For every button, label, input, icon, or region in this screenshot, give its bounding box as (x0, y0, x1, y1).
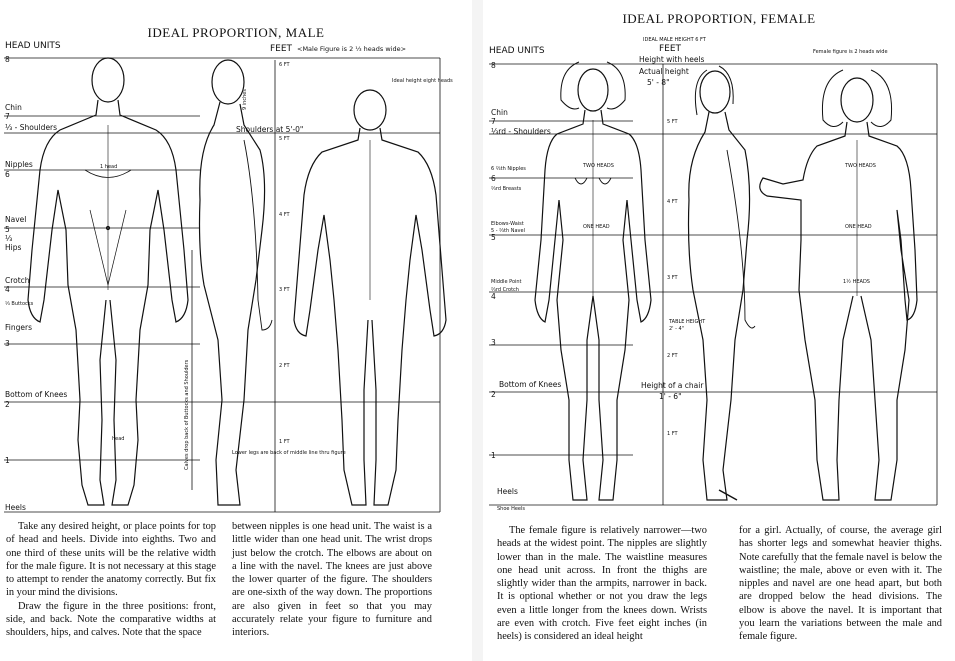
f-label-6: 6 (491, 174, 496, 183)
one-head-label-f: ONE HEAD (583, 224, 610, 230)
male-text-column-2 (232, 520, 432, 640)
male-paragraph-3: between nipples is one head unit. The waist is a little wider than one head unit. The wrist drops just below the crotch. The elbows are about on a line with the navel. The knees are just above the lower quarter of the figure. The shoulders are one-sixth of the way down. The proportions are also given in feet so that you may accurately relate your figure to furniture and interiors. (232, 521, 432, 639)
female-proportion-page (483, 0, 955, 661)
feet-note: <Male Figure is 2 ⅓ heads wide> (297, 45, 407, 53)
label-shoulders: ⅓ - Shoulders (5, 123, 58, 132)
f-label-8: 8 (491, 61, 496, 70)
male-title: IDEAL PROPORTION, MALE (147, 25, 325, 40)
feet-4: 4 FT (279, 212, 290, 218)
female-feet-scale (641, 119, 706, 437)
height-with-heels: Height with heels (639, 55, 705, 64)
head-units-label: HEAD UNITS (5, 41, 61, 51)
head-label: head (112, 436, 125, 442)
female-front-figure (535, 62, 651, 500)
f-feet-1: 1 FT (667, 431, 678, 437)
f-label-crotch: ⅔rd Crotch (491, 287, 519, 293)
f-label-3: 3 (491, 338, 496, 347)
male-text-column-1 (6, 520, 216, 640)
male-paragraph-1: Take any desired height, or place points for top of head and heels. Divide into eighths. Two and one third of these units will be the relative width for the male figure. It is not necessary at this stage to attempt to render the anatomy correctly. But fix in your mind the divisions. (6, 521, 216, 599)
female-text-column-1 (497, 524, 707, 644)
label-3: 3 (5, 339, 10, 348)
f-label-nipples: 6 ⅔th Nipples (491, 166, 526, 172)
feet-6: 6 FT (279, 62, 290, 68)
one-head-back-label: ONE HEAD (845, 224, 872, 230)
lower-legs-label: Lower legs are back of middle line thru figure (232, 450, 346, 456)
label-7: 7 (5, 112, 10, 121)
two-heads-back-label: TWO HEADS (845, 163, 876, 169)
f-label-breasts: ⅔rd Breasts (491, 186, 522, 192)
half-heads-label: 1½ HEADS (843, 279, 870, 285)
f-label-navel: 5 - ⅔th Navel (491, 228, 525, 234)
label-5: 5 (5, 225, 10, 234)
calves-label: Calves drop back of Buttocks and Shoulders (184, 359, 190, 470)
f-feet-3: 3 FT (667, 275, 678, 281)
male-proportion-page (0, 0, 472, 661)
height-value: 5' - 8" (647, 78, 670, 87)
female-feet-label: FEET (659, 44, 682, 54)
page-gutter (472, 0, 483, 661)
male-left-scale (5, 55, 67, 512)
label-8: 8 (5, 55, 10, 64)
label-heels: Heels (5, 503, 26, 512)
chair-height-value: 1' - 6" (659, 392, 682, 401)
label-third: ⅓ (5, 234, 13, 243)
inches-label: 9 inches (242, 89, 248, 110)
table-height-label: TABLE HEIGHT (669, 319, 706, 325)
label-1: 1 (5, 456, 10, 465)
f-label-1: 1 (491, 451, 496, 460)
female-title: IDEAL PROPORTION, FEMALE (622, 11, 816, 26)
f-feet-5: 5 FT (667, 119, 678, 125)
f-label-middle: Middle Point (491, 279, 522, 285)
female-side-figure (689, 66, 756, 500)
f-label-2: 2 (491, 390, 496, 399)
female-head-units-label: HEAD UNITS (489, 46, 545, 56)
two-heads-label: TWO HEADS (583, 163, 614, 169)
label-2: 2 (5, 400, 10, 409)
female-proportion-diagram (483, 0, 955, 520)
f-feet-2: 2 FT (667, 353, 678, 359)
female-paragraph-1: The female figure is relatively narrower—two heads at the widest point. The nipples are slightly lower than in the male. The waistline measures one head unit across. In front the thighs are slightly wider than the armpits, narrower in back. It is optional whether or not you draw the legs even a little longer from the knees down. Wrists are even with crotch. Five feet eight inches (in heels) is considered an ideal height (497, 525, 707, 643)
actual-height-label: Actual height (639, 67, 689, 76)
male-proportion-diagram (0, 0, 472, 520)
feet-2: 2 FT (279, 363, 290, 369)
feet-label: FEET (270, 44, 293, 54)
label-nipples: Nipples (5, 160, 33, 169)
table-height-value: 2' - 4" (669, 326, 685, 332)
f-label-shoe-heels: Shoe Heels (497, 506, 525, 512)
feet-5: 5 FT (279, 136, 290, 142)
f-label-shoulders: ⅓rd - Shoulders (491, 127, 551, 136)
female-back-figure (760, 70, 917, 500)
f-label-elbows-waist: Elbows-Waist (491, 221, 524, 227)
feet-1: 1 FT (279, 439, 290, 445)
male-feet-scale (184, 62, 453, 470)
ideal-height-label: Ideal height eight heads (392, 78, 453, 84)
label-chin: Chin (5, 103, 22, 112)
label-6: 6 (5, 170, 10, 179)
label-knees: Bottom of Knees (5, 390, 68, 399)
label-navel: Navel (5, 215, 27, 224)
f-label-knees: Bottom of Knees (499, 380, 562, 389)
width-note: Female figure is 2 heads wide (813, 49, 888, 55)
female-subtitle: IDEAL MALE HEIGHT 6 FT (643, 37, 706, 43)
label-4: 4 (5, 285, 10, 294)
f-feet-4: 4 FT (667, 199, 678, 205)
feet-3: 3 FT (279, 287, 290, 293)
f-label-5: 5 (491, 233, 496, 242)
f-label-chin: Chin (491, 108, 508, 117)
label-fingers: Fingers (5, 323, 32, 332)
male-back-figure (294, 90, 446, 505)
shoulders-at-label: Shoulders at 5'-0" (236, 125, 304, 134)
label-crotch: Crotch (5, 276, 30, 285)
label-buttocks: ⅓ Buttocks (5, 301, 34, 307)
f-label-4: 4 (491, 292, 496, 301)
female-paragraph-2: for a girl. Actually, of course, the average girl has shorter legs and somewhat heavier thighs. Note carefully that the female navel is below the waistline; the male, above or even with it. The nipples and navel are one head apart, but both are dropped below the head divisions. The elbow is above the navel. It is important that you learn the variations between the male and female figure. (739, 525, 942, 643)
male-paragraph-2: Draw the figure in the three positions: front, side, and back. Note the comparative widths at shoulders, hips, and calves. Note that the space (6, 600, 216, 639)
label-hips: Hips (5, 243, 22, 252)
f-label-7: 7 (491, 117, 496, 126)
f-label-heels: Heels (497, 487, 518, 496)
chair-height-label: Height of a chair (641, 381, 704, 390)
one-head-label: 1 head (100, 164, 118, 170)
female-text-column-2 (739, 524, 942, 644)
